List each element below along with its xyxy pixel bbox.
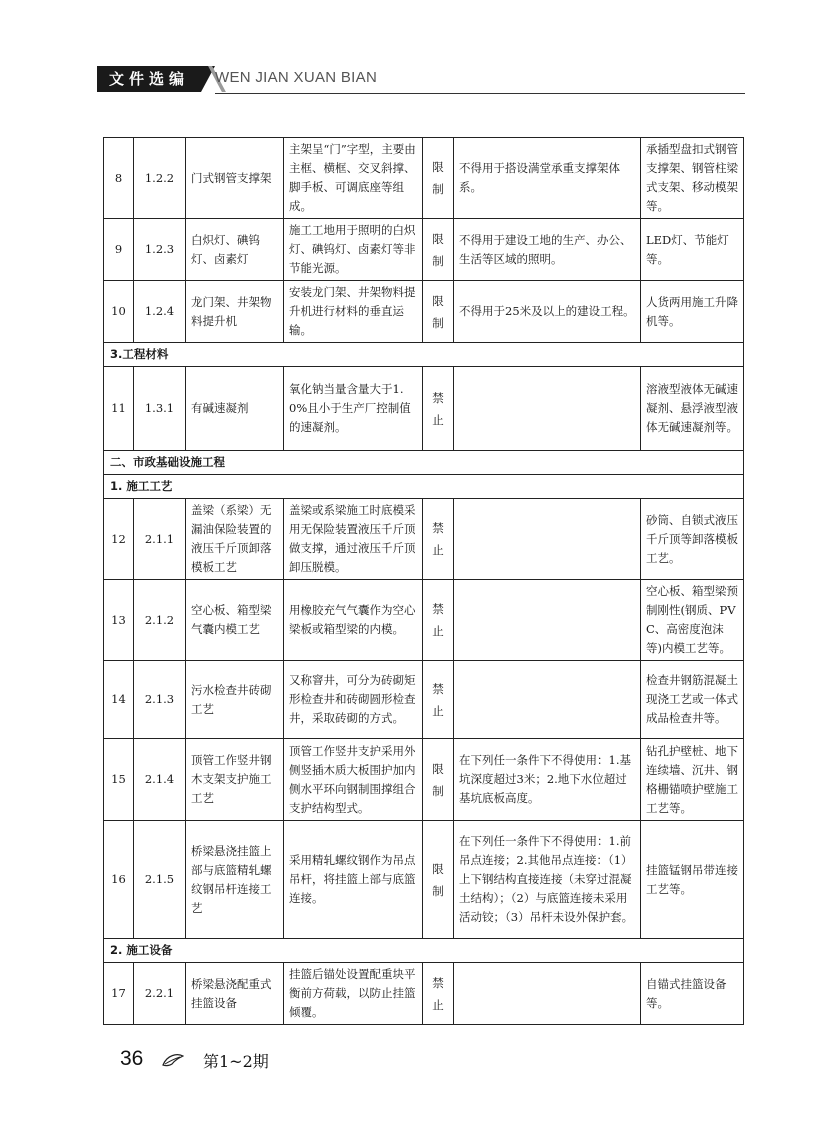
description-cell: 用橡胶充气气囊作为空心梁板或箱型梁的内模。	[284, 580, 423, 661]
section-header-row	[104, 451, 744, 475]
item-code-cell: 1.2.3	[134, 219, 186, 281]
item-name-cell: 污水检查井砖砌工艺	[186, 661, 284, 739]
condition-cell: 不得用于搭设满堂承重支撑架体系。	[454, 138, 641, 219]
condition-cell: 在下列任一条件下不得使用：1.前吊点连接；2.其他吊点连接：（1）上下钢结构直接连接（未穿过混凝土结构）；（2）与底篮连接未采用活动铰；（3）吊杆未设外保护套。	[454, 821, 641, 939]
description-cell: 挂篮后锚处设置配重块平衡前方荷载，以防止挂篮倾覆。	[284, 963, 423, 1025]
alternative-cell: 砂筒、自锁式液压千斤顶等卸落模板工艺。	[641, 499, 744, 580]
row-number-cell: 16	[104, 821, 134, 939]
item-name-cell: 门式钢管支撑架	[186, 138, 284, 219]
table-row	[104, 661, 744, 739]
item-code-cell: 1.3.1	[134, 367, 186, 451]
row-number-cell: 8	[104, 138, 134, 219]
item-name-cell: 有碱速凝剂	[186, 367, 284, 451]
item-code-cell: 2.1.3	[134, 661, 186, 739]
alternative-cell: 承插型盘扣式钢管支撑架、钢管柱梁式支架、移动模架等。	[641, 138, 744, 219]
alternative-cell: 自锚式挂篮设备等。	[641, 963, 744, 1025]
item-code-cell: 2.2.1	[134, 963, 186, 1025]
restriction-type-text: 限制	[432, 761, 444, 798]
item-code-cell: 2.1.5	[134, 821, 186, 939]
section-header-row	[104, 343, 744, 367]
condition-cell	[454, 661, 641, 739]
issue-label: 第1~2期	[203, 1052, 269, 1071]
table-row	[104, 739, 744, 821]
condition-cell: 不得用于25米及以上的建设工程。	[454, 281, 641, 343]
restriction-type-cell	[423, 661, 454, 739]
table-row	[104, 367, 744, 451]
restriction-type-text: 禁止	[432, 602, 444, 638]
restriction-type-cell	[423, 219, 454, 281]
section-title: 2. 施工设备	[104, 939, 744, 963]
item-name-cell: 空心板、箱型梁气囊内模工艺	[186, 580, 284, 661]
item-name-cell: 桥梁悬浇挂篮上部与底篮精轧螺纹钢吊杆连接工艺	[186, 821, 284, 939]
description-cell: 安装龙门架、井架物料提升机进行材料的垂直运输。	[284, 281, 423, 343]
row-number-cell: 9	[104, 219, 134, 281]
row-number-cell: 14	[104, 661, 134, 739]
row-number-cell: 17	[104, 963, 134, 1025]
leaf-ornament-icon	[162, 1053, 184, 1067]
description-cell: 主架呈“门”字型，主要由主框、横框、交叉斜撑、脚手板、可调底座等组成。	[284, 138, 423, 219]
page-number: 36	[120, 1047, 144, 1070]
row-number-cell: 13	[104, 580, 134, 661]
restriction-type-cell	[423, 580, 454, 661]
regulation-table	[103, 137, 744, 1025]
restriction-type-cell	[423, 963, 454, 1025]
restriction-type-cell	[423, 821, 454, 939]
item-code-cell: 2.1.1	[134, 499, 186, 580]
table-row	[104, 963, 744, 1025]
item-name-cell: 桥梁悬浇配重式挂篮设备	[186, 963, 284, 1025]
header-rule	[215, 93, 745, 94]
condition-cell: 在下列任一条件下不得使用：1.基坑深度超过3米；2.地下水位超过基坑底板高度。	[454, 739, 641, 821]
description-cell: 采用精轧螺纹钢作为吊点吊杆，将挂篮上部与底篮连接。	[284, 821, 423, 939]
alternative-cell: 溶液型液体无碱速凝剂、悬浮液型液体无碱速凝剂等。	[641, 367, 744, 451]
table-row	[104, 580, 744, 661]
restriction-type-text: 限制	[432, 231, 444, 268]
row-number-cell: 10	[104, 281, 134, 343]
section-title: 3.工程材料	[104, 343, 744, 367]
condition-cell	[454, 580, 641, 661]
description-cell: 施工工地用于照明的白炽灯、碘钨灯、卤素灯等非节能光源。	[284, 219, 423, 281]
item-name-cell: 顶管工作竖井钢木支架支护施工工艺	[186, 739, 284, 821]
restriction-type-cell	[423, 499, 454, 580]
restriction-type-cell	[423, 138, 454, 219]
row-number-cell: 15	[104, 739, 134, 821]
item-code-cell: 1.2.4	[134, 281, 186, 343]
condition-cell	[454, 367, 641, 451]
restriction-type-text: 禁止	[432, 681, 444, 718]
restriction-type-text: 禁止	[432, 521, 444, 557]
restriction-type-cell	[423, 367, 454, 451]
condition-cell	[454, 963, 641, 1025]
alternative-cell: LED灯、节能灯等。	[641, 219, 744, 281]
english-section-title: WEN JIAN XUAN BIAN	[215, 69, 378, 86]
row-number-cell: 11	[104, 367, 134, 451]
restriction-type-cell	[423, 739, 454, 821]
item-name-cell: 白炽灯、碘钨灯、卤素灯	[186, 219, 284, 281]
item-code-cell: 2.1.4	[134, 739, 186, 821]
table-row	[104, 138, 744, 219]
condition-cell	[454, 499, 641, 580]
table-row	[104, 281, 744, 343]
item-name-cell: 盖梁（系梁）无漏油保险装置的液压千斤顶卸落模板工艺	[186, 499, 284, 580]
condition-cell: 不得用于建设工地的生产、办公、生活等区域的照明。	[454, 219, 641, 281]
section-tab: 文件选编	[97, 66, 201, 92]
alternative-cell: 空心板、箱型梁预制刚性(钢质、PVC、高密度泡沫等)内模工艺等。	[641, 580, 744, 661]
section-header-row	[104, 939, 744, 963]
description-cell: 氧化钠当量含量大于1.0%且小于生产厂控制值的速凝剂。	[284, 367, 423, 451]
section-header-row	[104, 475, 744, 499]
table-row	[104, 821, 744, 939]
row-number-cell: 12	[104, 499, 134, 580]
alternative-cell: 钻孔护壁桩、地下连续墙、沉井、钢格栅锚喷护壁施工工艺等。	[641, 739, 744, 821]
item-code-cell: 1.2.2	[134, 138, 186, 219]
table-row	[104, 499, 744, 580]
description-cell: 盖梁或系梁施工时底模采用无保险装置液压千斤顶做支撑，通过液压千斤顶卸压脱模。	[284, 499, 423, 580]
restriction-type-text: 限制	[432, 861, 444, 898]
section-title: 二、市政基础设施工程	[104, 451, 744, 475]
page-header	[97, 66, 745, 94]
restriction-type-text: 禁止	[432, 975, 444, 1012]
section-title: 1. 施工工艺	[104, 475, 744, 499]
item-code-cell: 2.1.2	[134, 580, 186, 661]
description-cell: 又称窨井，可分为砖砌矩形检查井和砖砌圆形检查井，采取砖砌的方式。	[284, 661, 423, 739]
alternative-cell: 检查井钢筋混凝土现浇工艺或一体式成品检查井等。	[641, 661, 744, 739]
restriction-type-text: 禁止	[432, 390, 444, 427]
restriction-type-text: 限制	[432, 160, 444, 196]
restriction-type-cell	[423, 281, 454, 343]
item-name-cell: 龙门架、井架物料提升机	[186, 281, 284, 343]
description-cell: 顶管工作竖井支护采用外侧竖插木质大板围护加内侧水平环向钢制围撑组合支护结构型式。	[284, 739, 423, 821]
table-row	[104, 219, 744, 281]
alternative-cell: 挂篮锰钢吊带连接工艺等。	[641, 821, 744, 939]
alternative-cell: 人货两用施工升降机等。	[641, 281, 744, 343]
restriction-type-text: 限制	[432, 293, 444, 330]
